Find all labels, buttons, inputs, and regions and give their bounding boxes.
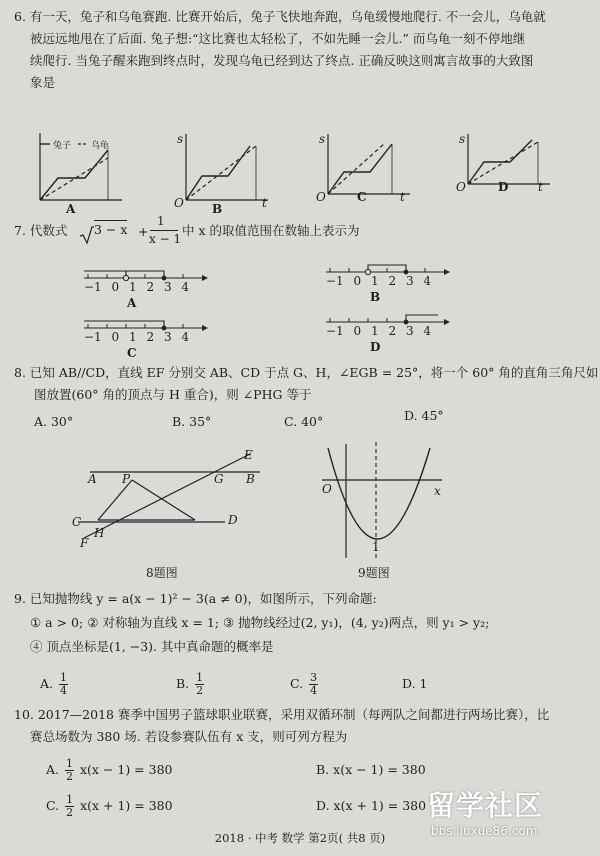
q10-option-c: C. $\frac{1}{2}$ x(x + 1) = 380 — [46, 793, 173, 819]
q6-c-axis-s: s — [319, 132, 326, 146]
q7-c-ticks: −1 0 1 2 3 4 — [84, 330, 190, 344]
q9-option-d: D. 1 — [402, 676, 428, 691]
q7-sqrt-sign — [80, 226, 94, 244]
fig8-point-h: H — [94, 526, 105, 540]
q6-option-d: D — [498, 180, 509, 194]
q6-b-axis-t: t — [262, 196, 267, 210]
exam-page: 6. 有一天，兔子和乌龟赛跑. 比赛开始后，兔子飞快地奔跑，乌龟缓慢地爬行. 不一会儿，乌龟就 被远远地甩在了后面. 兔子想:“这比赛也太轻松了，不如先睡一会儿.” 而乌龟一刻不停地继 续爬行. 当兔子醒来跑到终点时，发现乌龟已经到达了终点. 正确反映这则寓言故事的大致图 象是 兔子 乌龟 A s O t B s O t C s O t D 7. 代数式 3 − x + 1 x − 1 中 x 的取值范围在数轴上表示为 −1 0 1 2 3 4 A −1 0 1 2 3 4 B −1 0 1 2 3 4 C −1 0 1 2 3 4 D 8. 已知 AB//CD，直线 EF 分别交 AB、CD 于点 G、H，∠EGB = 25°，将一个 60° 角的直角三角尺如 图放置(60° 角的顶点与 H 重合)，则 ∠PHG 等于 A. 30° B. 35° C. 40° D. 45° A P G B E C H D F 8题图 O 1 x 9题图 9. 已知抛物线 y = a(x − 1)² − 3(a ≠ 0)，如图所示，下列命题: ① a > 0; ② 对称轴为直线 x = 1; ③ 抛物线经过(2, y₁)，(4, y₂)两点，则 y₁ > y₂; ④ 顶点坐标是(1, −3). 其中真命题的概率是 A. $\frac{1}{4}$ B. $\frac{1}{2}$ C. $\frac{3}{4}$ D. 1 10. 2017—2018 赛季中国男子篮球职业联赛，采用双循环制（每两队之间都进行两场比赛），比 赛总场数为 380 场. 若设参赛队伍有 x 支，则可列方程为 A. $\frac{1}{2}$ x(x − 1) = 380 B. x(x − 1) = 380 C. $\frac{1}{2}$ x(x + 1) = 380 D. x(x + 1) = 380 2018 · 中考 数学 第2页( 共8 页) 留学社区 bbs.liuxue86.com — [0, 0, 600, 856]
q7-frac-den: x − 1 — [149, 232, 182, 246]
q7-d-ticks: −1 0 1 2 3 4 — [326, 324, 432, 338]
legend-rabbit: 兔子 — [53, 141, 72, 151]
q7-option-d: D — [370, 340, 381, 354]
q8-option-b: B. 35° — [172, 414, 212, 429]
q10-option-b: B. x(x − 1) = 380 — [316, 762, 426, 777]
fig8-point-f: F — [80, 536, 89, 550]
watermark-url: bbs.liuxue86.com — [431, 824, 538, 838]
q6-line-4: 象是 — [30, 75, 56, 90]
q6-c-axis-t: t — [400, 190, 405, 204]
q9-line-3: ④ 顶点坐标是(1, −3). 其中真命题的概率是 — [30, 639, 274, 654]
q6-d-axis-t: t — [538, 180, 543, 194]
q7-frac-bar — [150, 230, 178, 231]
q7-prefix: 7. 代数式 — [14, 223, 68, 238]
q6-line-2: 被远远地甩在了后面. 兔子想:“这比赛也太轻松了，不如先睡一会儿.” 而乌龟一刻不停地继 — [30, 31, 526, 46]
q10-option-d: D. x(x + 1) = 380 — [316, 798, 427, 813]
q10-option-a: A. $\frac{1}{2}$ x(x − 1) = 380 — [46, 757, 173, 783]
fig8-point-a: A — [88, 472, 97, 486]
q6-option-b: B — [212, 202, 223, 216]
q8-option-a: A. 30° — [34, 414, 74, 429]
q6-d-axis-s: s — [459, 132, 466, 146]
q7-option-b: B — [370, 290, 381, 304]
q6-graph-d — [458, 132, 558, 208]
q6-b-axis-s: s — [177, 132, 184, 146]
q7-suffix: 中 x 的取值范围在数轴上表示为 — [182, 223, 360, 238]
fig8-caption: 8题图 — [146, 566, 178, 580]
fig8-point-c: C — [72, 515, 82, 529]
q6-option-c: C — [357, 190, 367, 204]
q8-line-1: 8. 已知 AB//CD，直线 EF 分别交 AB、CD 于点 G、H，∠EGB = 25°，将一个 60° 角的直角三角尺如 — [14, 365, 599, 380]
q6-line-3: 续爬行. 当兔子醒来跑到终点时，发现乌龟已经到达了终点. 正确反映这则寓言故事的大致图 — [30, 53, 534, 68]
watermark-logo — [427, 784, 592, 846]
q6-graph-a — [30, 128, 130, 208]
fig9-label-1: 1 — [372, 540, 380, 554]
q6-option-a: A — [66, 202, 76, 216]
fig9-caption: 9题图 — [358, 566, 390, 580]
fig8-point-g: G — [214, 472, 224, 486]
q8-line-2: 图放置(60° 角的顶点与 H 重合)，则 ∠PHG 等于 — [34, 387, 312, 402]
q7-frac-num: 1 — [157, 214, 165, 228]
fig8-point-d: D — [228, 513, 238, 527]
fig9-origin: O — [322, 482, 332, 496]
fig9-axis-x: x — [434, 484, 441, 498]
q9-option-b: B. $\frac{1}{2}$ — [176, 671, 204, 697]
watermark-text: 留学社区 — [427, 789, 544, 822]
q9-line-2: ① a > 0; ② 对称轴为直线 x = 1; ③ 抛物线经过(2, y₁)，(4, y₂)两点，则 y₁ > y₂; — [30, 615, 490, 630]
q6-line-1: 6. 有一天，兔子和乌龟赛跑. 比赛开始后，兔子飞快地奔跑，乌龟缓慢地爬行. 不一会儿，乌龟就 — [14, 9, 546, 24]
q6-b-origin: O — [174, 196, 184, 210]
q9-option-c: C. $\frac{3}{4}$ — [290, 671, 318, 697]
q7-a-ticks: −1 0 1 2 3 4 — [84, 280, 190, 294]
page-footer: 2018 · 中考 数学 第2页( 共8 页) — [214, 831, 386, 845]
fig8-point-b: B — [246, 472, 255, 486]
q9-option-a: A. $\frac{1}{4}$ — [40, 671, 67, 697]
q7-b-ticks: −1 0 1 2 3 4 — [326, 274, 432, 288]
q10-line-2: 赛总场数为 380 场. 若设参赛队伍有 x 支，则可列方程为 — [30, 729, 348, 744]
q7-option-c: C — [127, 346, 137, 360]
fig8-point-e: E — [244, 448, 253, 462]
q6-d-origin: O — [456, 180, 466, 194]
q7-sqrt-body: 3 − x — [94, 222, 128, 237]
legend-turtle: 乌龟 — [91, 141, 110, 151]
q9-line-1: 9. 已知抛物线 y = a(x − 1)² − 3(a ≠ 0)，如图所示，下列命题: — [14, 591, 377, 606]
q6-graph-b — [176, 132, 276, 208]
q8-option-c: C. 40° — [284, 414, 324, 429]
q10-line-1: 10. 2017—2018 赛季中国男子篮球职业联赛，采用双循环制（每两队之间都进行两场比赛），比 — [14, 707, 550, 722]
q6-c-origin: O — [316, 190, 326, 204]
fig9-parabola — [318, 440, 448, 560]
q8-option-d: D. 45° — [404, 408, 444, 423]
fig8-point-p: P — [122, 472, 131, 486]
q7-option-a: A — [127, 296, 137, 310]
